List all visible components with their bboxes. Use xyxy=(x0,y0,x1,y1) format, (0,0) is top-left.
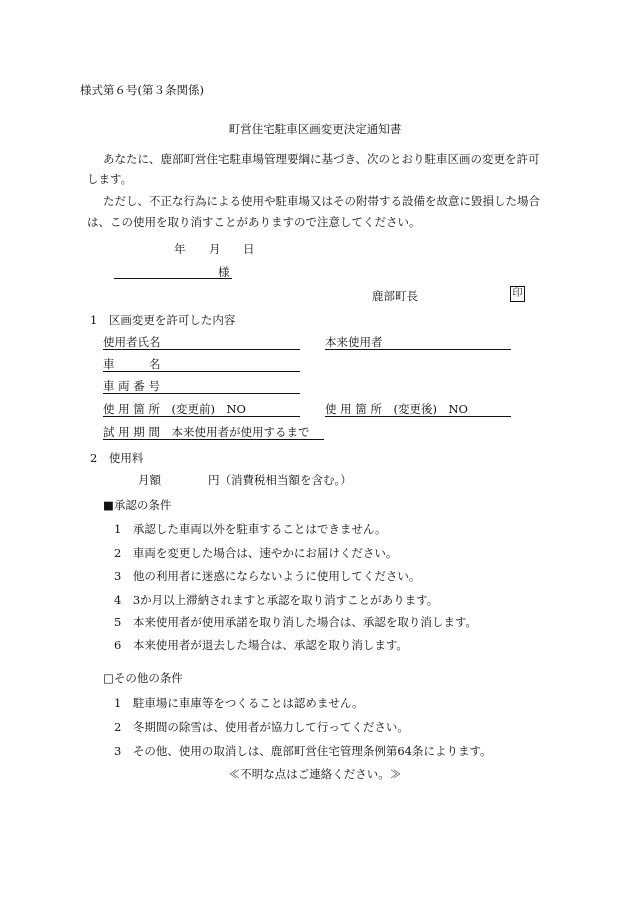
other-condition-3: 3 その他、使用の取消しは、鹿部町営住宅管理条例第64条によります。 xyxy=(114,744,492,758)
approval-condition-1: 1 承認した車両以外を駐車することはできません。 xyxy=(114,522,387,536)
date-year: 年 xyxy=(174,242,186,256)
other-condition-2: 2 冬期間の除雪は、使用者が協力して行ってください。 xyxy=(114,720,409,734)
location-before-line xyxy=(103,416,300,417)
approval-conditions-heading: ■承認の条件 xyxy=(103,498,172,512)
issuer-name: 鹿部町長 xyxy=(372,289,418,303)
section1-heading: 1 区画変更を許可した内容 xyxy=(90,313,236,327)
other-condition-1: 1 駐車場に車庫等をつくることは認めません。 xyxy=(114,696,364,710)
approval-condition-6: 6 本来使用者が退去した場合は、承認を取り消します。 xyxy=(114,638,408,652)
trial-period-label: 試 用 期 間 本来使用者が使用するまで xyxy=(103,425,310,439)
date-day: 日 xyxy=(243,242,255,256)
intro-line-2: します。 xyxy=(87,172,133,186)
location-after-line xyxy=(325,416,511,417)
intro-line-3: ただし、不正な行為による使用や駐車場又はその附帯する設備を故意に毀損した場合 xyxy=(103,194,540,208)
approval-condition-2: 2 車両を変更した場合は、速やかにお届けください。 xyxy=(114,546,398,560)
location-after-label: 使 用 箇 所 (変更後) NO xyxy=(325,402,468,416)
seal-box: 印 xyxy=(510,286,525,302)
footer-note: ≪不明な点はご連絡ください。≫ xyxy=(228,767,402,781)
approval-condition-3: 3 他の利用者に迷惑にならないように使用してください。 xyxy=(114,569,421,583)
location-before-label: 使 用 箇 所 (変更前) NO xyxy=(103,402,246,416)
fee-note: 円（消費税相当額を含む。） xyxy=(208,473,352,487)
form-number: 様式第６号(第３条関係) xyxy=(80,83,204,97)
original-user-line xyxy=(325,349,511,350)
user-name-line xyxy=(103,349,300,350)
trial-period-line xyxy=(103,439,324,440)
car-name-label: 車 名 xyxy=(103,357,161,371)
car-number-label: 車 両 番 号 xyxy=(103,379,160,393)
section2-heading: 2 使用料 xyxy=(90,451,144,465)
monthly-label: 月額 xyxy=(138,473,161,487)
original-user-label: 本来使用者 xyxy=(325,335,383,349)
other-conditions-heading: □その他の条件 xyxy=(103,671,183,685)
date-month: 月 xyxy=(209,242,221,256)
addressee-suffix: 様 xyxy=(218,265,230,279)
intro-line-1: あなたに、鹿部町営住宅駐車場管理要綱に基づき、次のとおり駐車区画の変更を許可 xyxy=(103,152,540,166)
car-name-line xyxy=(103,371,300,372)
user-name-label: 使用者氏名 xyxy=(103,335,161,349)
car-number-line xyxy=(103,393,300,394)
intro-line-4: は、この使用を取り消すことがありますので注意してください。 xyxy=(87,215,421,229)
document-title: 町営住宅駐車区画変更決定通知書 xyxy=(228,122,402,136)
addressee-line xyxy=(114,278,232,279)
approval-condition-4: 4 3か月以上滞納されますと承認を取り消すことがあります。 xyxy=(114,593,439,607)
approval-condition-5: 5 本来使用者が使用承諾を取り消した場合は、承認を取り消します。 xyxy=(114,615,477,629)
